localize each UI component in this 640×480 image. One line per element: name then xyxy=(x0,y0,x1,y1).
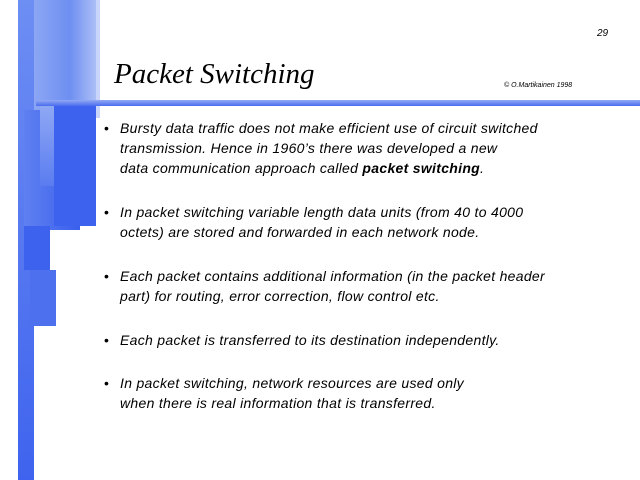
decorative-block xyxy=(30,270,56,326)
bullet-line xyxy=(120,158,538,178)
bullet-line: transmission. Hence in 1960’s there was developed a new xyxy=(120,140,498,156)
bullet-line: In packet switching, network resources are used only xyxy=(120,375,464,391)
decorative-block xyxy=(0,0,18,480)
copyright-notice: © O.Martikainen 1998 xyxy=(504,82,573,89)
bullet-line: when there is real information that is transferred. xyxy=(120,395,436,411)
decorative-block xyxy=(24,226,50,270)
slide-title: Packet Switching xyxy=(114,58,315,90)
bullet-item xyxy=(104,373,464,413)
bullet-marker: • xyxy=(104,268,110,284)
bullet-marker: • xyxy=(104,120,110,136)
bullet-item xyxy=(104,202,523,242)
bullet-emphasis: packet switching xyxy=(362,160,481,176)
bullet-item xyxy=(104,266,545,306)
bullet-line: Each packet is transferred to its destination independently. xyxy=(120,332,500,348)
title-underline-bar xyxy=(36,100,640,106)
bullet-line: Each packet contains additional information (in the packet header xyxy=(120,268,545,284)
bullet-line: In packet switching variable length data units (from 40 to 4000 xyxy=(120,204,524,220)
bullet-item xyxy=(104,330,500,350)
bullet-text: . xyxy=(480,160,485,176)
bullet-marker: • xyxy=(104,375,110,391)
bullet-item xyxy=(104,118,538,178)
bullet-line: Bursty data traffic does not make efficient use of circuit switched xyxy=(120,120,538,136)
bullet-line: part) for routing, error correction, flow control etc. xyxy=(120,288,440,304)
bullet-line: octets) are stored and forwarded in each network node. xyxy=(120,224,480,240)
bullet-text: data communication approach called xyxy=(120,160,363,176)
decorative-block xyxy=(54,106,96,226)
page-number: 29 xyxy=(597,28,609,39)
bullet-marker: • xyxy=(104,332,110,348)
bullet-marker: • xyxy=(104,204,110,220)
